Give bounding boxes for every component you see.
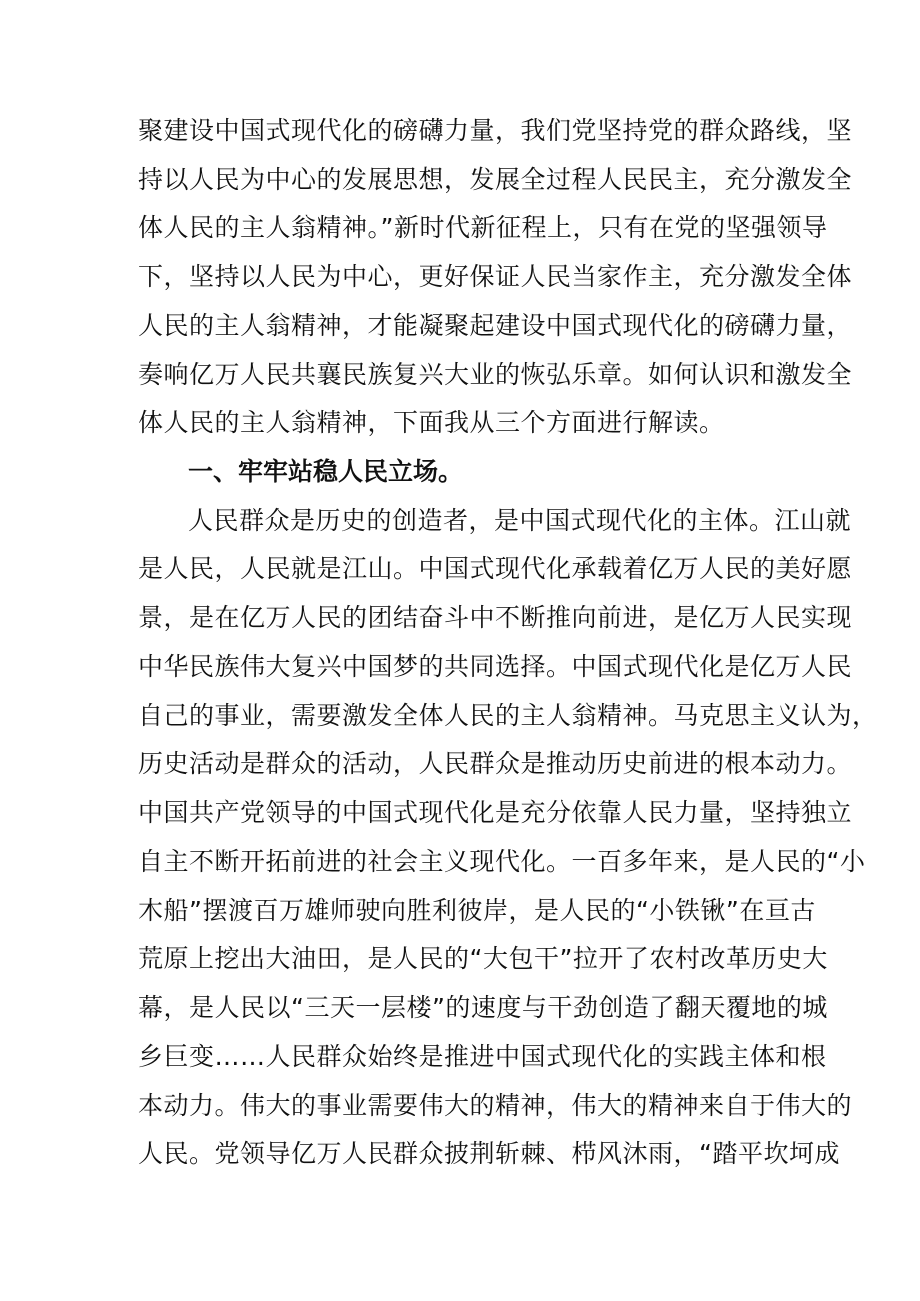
body-line: 自主不断开拓前进的社会主义现代化。一百多年来，是人民的“小	[138, 847, 866, 876]
intro-line: 持以人民为中心的发展思想，发展全过程人民民主，充分激发全	[138, 165, 853, 194]
body-line: 中国共产党领导的中国式现代化是充分依靠人民力量，坚持独立	[138, 798, 853, 827]
body-line: 幕，是人民以“三天一层楼”的速度与干劲创造了翻天覆地的城	[138, 993, 828, 1022]
body-line: 人民。党领导亿万人民群众披荆斩棘、栉风沐雨，“踏平坎坷成	[138, 1139, 840, 1168]
body-line: 历史活动是群众的活动，人民群众是推动历史前进的根本动力。	[138, 749, 853, 778]
body-line: 景，是在亿万人民的团结奋斗中不断推向前进，是亿万人民实现	[138, 603, 853, 632]
body-line: 中华民族伟大复兴中国梦的共同选择。中国式现代化是亿万人民	[138, 652, 853, 681]
body-line: 本动力。伟大的事业需要伟大的精神，伟大的精神来自于伟大的	[138, 1091, 853, 1120]
body-line: 木船”摆渡百万雄师驶向胜利彼岸，是人民的“小铁锹”在亘古	[138, 896, 816, 925]
intro-line: 奏响亿万人民共襄民族复兴大业的恢弘乐章。如何认识和激发全	[138, 360, 853, 389]
body-line: 自己的事业，需要激发全体人民的主人翁精神。马克思主义认为，	[138, 701, 878, 730]
intro-line: 人民的主人翁精神，才能凝聚起建设中国式现代化的磅礴力量，	[138, 311, 853, 340]
body-line: 荒原上挖出大油田，是人民的“大包干”拉开了农村改革历史大	[138, 944, 828, 973]
intro-line: 聚建设中国式现代化的磅礴力量，我们党坚持党的群众路线，坚	[138, 116, 853, 145]
intro-line: 体人民的主人翁精神，下面我从三个方面进行解读。	[138, 408, 725, 437]
section-heading: 一、牢牢站稳人民立场。	[188, 457, 464, 486]
body-line: 是人民，人民就是江山。中国式现代化承载着亿万人民的美好愿	[138, 554, 853, 583]
intro-line: 体人民的主人翁精神。”新时代新征程上，只有在党的坚强领导	[138, 213, 828, 242]
intro-line: 下，坚持以人民为中心，更好保证人民当家作主，充分激发全体	[138, 262, 853, 291]
body-line: 乡巨变……人民群众始终是推进中国式现代化的实践主体和根	[138, 1042, 827, 1071]
body-line: 人民群众是历史的创造者，是中国式现代化的主体。江山就	[188, 506, 852, 535]
